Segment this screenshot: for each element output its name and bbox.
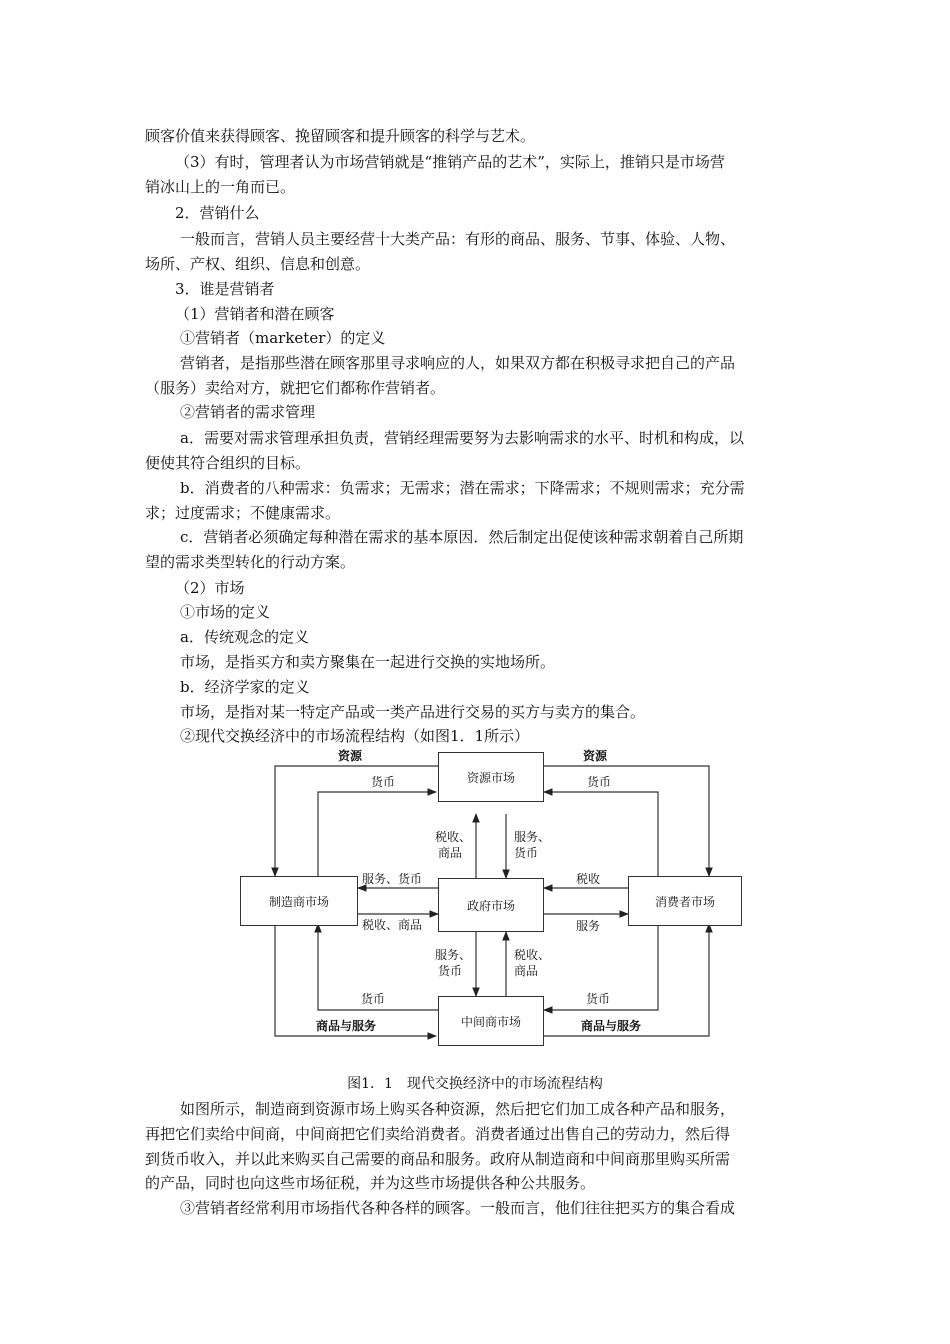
item-heading: ②营销者的需求管理 [180, 403, 316, 421]
paragraph-line: 销冰山上的一角而已。 [145, 178, 296, 196]
consumer-market-box: 消费者市场 [628, 876, 742, 926]
item-heading: ②现代交换经济中的市场流程结构（如图1．1所示） [180, 727, 530, 745]
label-tax-goods-up: 商品 [438, 846, 463, 860]
paragraph-line: a．传统观念的定义 [180, 628, 309, 646]
label-service-money-down: 货币 [514, 846, 539, 860]
paragraph-line: 场所、产权、组织、信息和创意。 [145, 255, 371, 273]
paragraph-line: 顾客价值来获得顾客、挽留顾客和提升顾客的科学与艺术。 [145, 127, 536, 145]
item-heading: ①营销者（marketer）的定义 [180, 329, 386, 347]
paragraph-line: 市场，是指对某一特定产品或一类产品进行交易的买方与卖方的集合。 [180, 703, 646, 721]
section-heading: 2．营销什么 [175, 204, 260, 222]
resource-market-box: 资源市场 [438, 752, 544, 802]
label-resources-right: 资源 [583, 749, 608, 763]
intermediary-market-box: 中间商市场 [438, 996, 544, 1046]
paragraph-line: b．经济学家的定义 [180, 678, 310, 696]
paragraph-line: （3）有时，管理者认为市场营销就是“推销产品的艺术”，实际上，推销只是市场营 [175, 153, 725, 171]
paragraph-line: ③营销者经常利用市场指代各种各样的顾客。一般而言，他们往往把买方的集合看成 [180, 1199, 736, 1217]
paragraph-line: a．需要对需求管理承担负责，营销经理需要努为去影响需求的水平、时机和构成，以 [180, 429, 744, 447]
subsection-heading: （2）市场 [175, 579, 245, 597]
label-service-right: 服务 [576, 919, 601, 933]
label-tax-goods-up: 税收、 [435, 830, 472, 844]
manufacturer-market-box: 制造商市场 [240, 876, 358, 926]
label-goods-services-right: 商品与服务 [581, 1019, 642, 1033]
label-service-money-bottom: 服务、 [435, 948, 472, 962]
subsection-heading: （1）营销者和潜在顾客 [175, 305, 335, 323]
label-service-money-bottom: 货币 [438, 964, 463, 978]
paragraph-line: 市场，是指买方和卖方聚集在一起进行交换的实地场所。 [180, 653, 556, 671]
label-resources-left: 资源 [338, 749, 363, 763]
paragraph-line: （服务）卖给对方，就把它们都称作营销者。 [145, 379, 446, 397]
section-heading: 3．谁是营销者 [175, 280, 275, 298]
label-tax-goods-bottom: 税收、 [514, 948, 551, 962]
label-service-money-left: 服务、货币 [362, 872, 423, 886]
item-heading: ①市场的定义 [180, 603, 271, 621]
figure-caption: 图1．1 现代交换经济中的市场流程结构 [347, 1076, 603, 1092]
paragraph-line: b．消费者的八种需求：负需求；无需求；潜在需求；下降需求；不规则需求；充分需 [180, 479, 745, 497]
paragraph-line: 营销者，是指那些潜在顾客那里寻求响应的人，如果双方都在积极寻求把自己的产品 [180, 354, 736, 372]
label-money-bottom-right: 货币 [586, 992, 611, 1006]
paragraph-line: c．营销者必须确定每种潜在需求的基本原因．然后制定出促使该种需求朝着自己所期 [180, 528, 744, 546]
paragraph-line: 的产品，同时也向这些市场征税，并为这些市场提供各种公共服务。 [145, 1174, 596, 1192]
paragraph-line: 望的需求类型转化的行动方案。 [145, 553, 356, 571]
label-money-top-right: 货币 [587, 775, 612, 789]
paragraph-line: 再把它们卖给中间商，中间商把它们卖给消费者。消费者通过出售自己的劳动力，然后得 [145, 1125, 731, 1143]
paragraph-line: 便使其符合组织的目标。 [145, 454, 311, 472]
label-money-top-left: 货币 [371, 775, 396, 789]
label-service-money-down: 服务、 [514, 830, 551, 844]
label-goods-services-left: 商品与服务 [316, 1019, 377, 1033]
label-tax-right: 税收 [576, 872, 601, 886]
label-tax-goods-left: 税收、商品 [362, 918, 423, 932]
paragraph-line: 一般而言，营销人员主要经营十大类产品：有形的商品、服务、节事、体验、人物、 [180, 230, 736, 248]
label-money-bottom-left: 货币 [361, 992, 386, 1006]
paragraph-line: 到货币收入，并以此来购买自己需要的商品和服务。政府从制造商和中间商那里购买所需 [145, 1150, 731, 1168]
government-market-box: 政府市场 [438, 878, 544, 932]
market-flow-diagram [238, 748, 744, 1048]
paragraph-line: 求；过度需求；不健康需求。 [145, 504, 341, 522]
paragraph-line: 如图所示，制造商到资源市场上购买各种资源，然后把它们加工成各种产品和服务， [180, 1100, 736, 1118]
label-tax-goods-bottom: 商品 [514, 964, 539, 978]
